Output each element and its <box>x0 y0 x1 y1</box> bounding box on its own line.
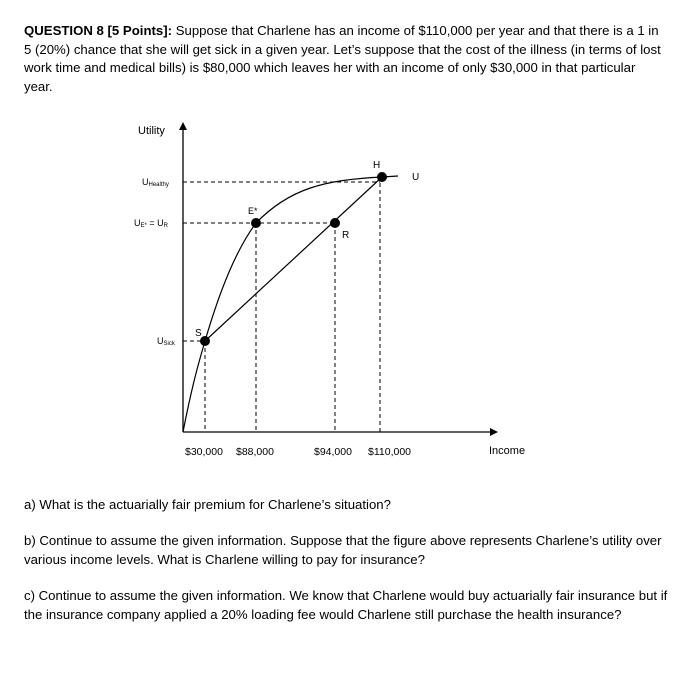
x-tick-110000: $110,000 <box>368 446 412 458</box>
part-c: c) Continue to assume the given information. We know that Charlene would buy actuarially fair insurance but if the insurance company applied a 20% loading fee would Charlene still purchase the health insurance? <box>24 588 668 622</box>
utility-curve <box>183 176 398 432</box>
point-h <box>377 172 387 182</box>
point-e-star <box>251 218 261 228</box>
x-tick-94000: $94,000 <box>314 446 352 458</box>
ue-ur-label: UE* = UR <box>134 218 168 229</box>
x-tick-88000: $88,000 <box>236 446 274 458</box>
part-b: b) Continue to assume the given information. Suppose that the figure above represents Charlene’s utility over various income levels. What is Charlene willing to pay for insurance? <box>24 533 662 567</box>
label-r: R <box>342 230 350 241</box>
x-axis-label: Income <box>489 445 526 457</box>
point-r <box>330 218 340 228</box>
label-s: S <box>195 328 202 339</box>
uhealthy-label: UHealthy <box>142 177 169 188</box>
label-curve-u: U <box>412 172 420 183</box>
usick-label: USick <box>157 336 175 347</box>
label-h: H <box>373 160 381 171</box>
x-tick-30000: $30,000 <box>185 446 223 458</box>
expected-utility-line <box>205 177 382 341</box>
question-heading: QUESTION 8 [5 Points]: <box>24 23 173 38</box>
part-a: a) What is the actuarially fair premium for Charlene’s situation? <box>24 497 391 512</box>
label-e-star: E* <box>248 206 258 216</box>
question-body: Suppose that Charlene has an income of $110,000 per year and that there is a 1 in 5 (20%) chance that she will get sick in a given year. Let’s suppose that the cost of the illness (in terms of lost work time and medical bills) is $80,000 which leaves her with an income of only $30,000 in that particular year. <box>24 23 661 94</box>
y-axis-label: Utility <box>138 125 165 137</box>
